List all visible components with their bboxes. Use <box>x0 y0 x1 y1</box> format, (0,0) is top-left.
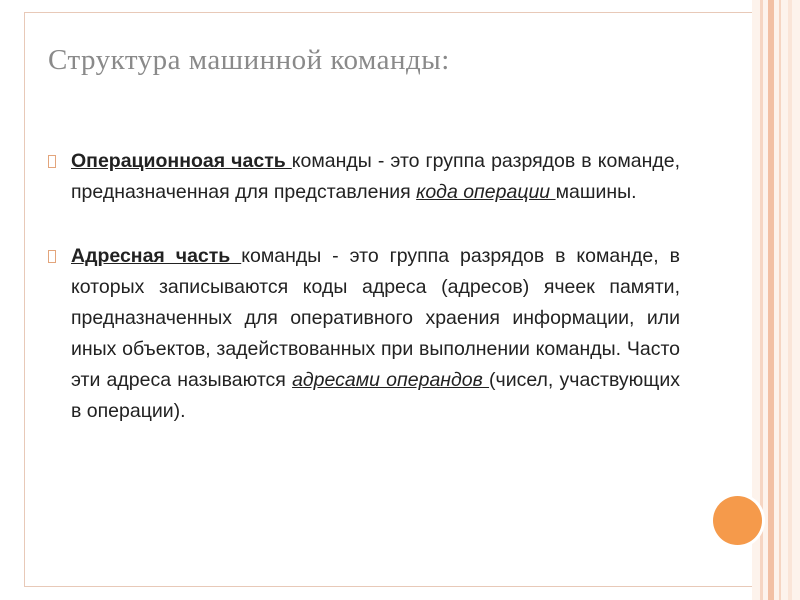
link-operand-addresses[interactable]: адресами операндов <box>292 369 490 391</box>
hollow-square-bullet-icon <box>48 250 56 263</box>
slide-title: Структура машинной команды: <box>48 44 450 76</box>
link-operation-code[interactable]: кода операции <box>416 181 556 203</box>
hollow-square-bullet-icon <box>48 155 56 168</box>
decorative-stripe <box>768 0 774 600</box>
decorative-stripe <box>788 0 792 600</box>
term-operation-part: Операционноая часть <box>71 150 292 172</box>
decorative-stripe <box>760 0 763 600</box>
decorative-stripe <box>779 0 781 600</box>
frame-bottom-line <box>24 586 752 587</box>
orange-circle-icon <box>713 496 762 545</box>
bullet-item-address-part <box>48 241 680 427</box>
item-text-end: машины. <box>555 181 637 203</box>
term-address-part: Адресная часть <box>71 245 242 267</box>
frame-left-line <box>24 12 25 587</box>
item-text: команды - это группа разрядов в команде, предназначенная для представления <box>71 150 680 203</box>
bullet-list <box>48 146 680 427</box>
item-text-end: (чисел, участвующих в операции). <box>71 369 680 422</box>
item-text: команды - это группа разрядов в команде, в которых записываются коды адреса (адресов) ячеек памяти, предназначенных для оперативного храения информации, или иных объектов, задействованных при выполнении команды. Часто эти адреса называются <box>71 245 680 391</box>
bullet-item-operation-part <box>48 146 680 208</box>
frame-top-line <box>24 12 752 13</box>
